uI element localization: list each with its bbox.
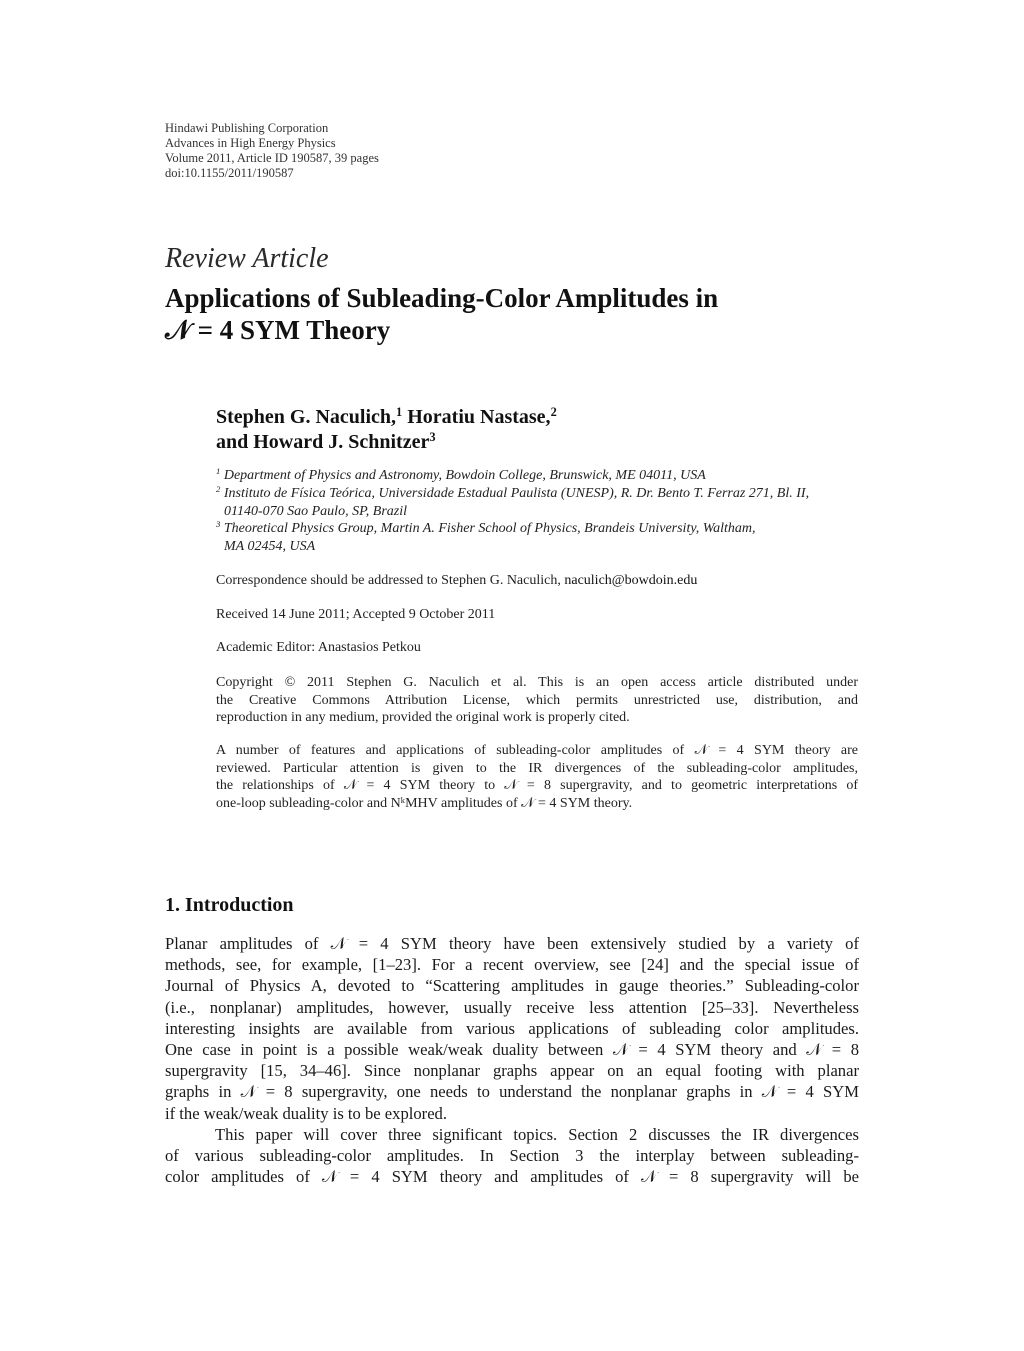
affiliation-3-cont: MA 02454, USA (224, 539, 316, 555)
affiliation-3: $^3$ Theoretical Physics Group, Martin A. Fisher School of Physics, Brandeis University, Waltham, (216, 519, 756, 537)
journal-header (165, 121, 379, 181)
author-1-affil: 1 (396, 405, 403, 420)
introduction-body (165, 933, 859, 1187)
journal-name: Advances in High Energy Physics (165, 136, 336, 150)
body-line: of various subleading-color amplitudes. In Section 3 the interplay between subleading- (165, 1145, 859, 1165)
body-line: color amplitudes of 𝒩 = 4 SYM theory and amplitudes of 𝒩 = 8 supergravity will be (165, 1167, 859, 1187)
author-1: Stephen G. Naculich, (216, 406, 397, 428)
copyright-line: the Creative Commons Attribution License, which permits unrestricted use, distribution, and (216, 692, 858, 708)
received-date: Received 14 June 2011; Accepted 9 October 2011 (216, 607, 496, 622)
affiliations (216, 467, 876, 556)
affiliation-2-cont: 01140-070 Sao Paulo, SP, Brazil (224, 503, 408, 519)
body-line: (i.e., nonplanar) amplitudes, however, usually receive less attention [25–33]. Nevertheless (165, 997, 859, 1017)
body-line: One case in point is a possible weak/weak duality between 𝒩 = 4 SYM theory and 𝒩 = 8 (165, 1039, 859, 1059)
affiliation-1: $^1$ Department of Physics and Astronomy, Bowdoin College, Brunswick, ME 04011, USA (216, 466, 706, 483)
body-line: graphs in 𝒩 = 8 supergravity, one needs to understand the nonplanar graphs in 𝒩 = 4 SYM (165, 1082, 859, 1102)
article-type: Review Article (165, 243, 329, 274)
body-line: Planar amplitudes of 𝒩 = 4 SYM theory have been extensively studied by a variety of (165, 934, 859, 953)
copyright-line: Copyright © 2011 Stephen G. Naculich et al. This is an open access article distributed under (216, 675, 858, 690)
doi: doi:10.1155/2011/190587 (165, 166, 294, 180)
correspondence-email[interactable]: naculich@bowdoin.edu (564, 573, 698, 588)
abstract-line: one-loop subleading-color and NᵏMHV amplitudes of 𝒩 = 4 SYM theory. (216, 795, 633, 811)
author-list (216, 405, 557, 455)
body-line: supergravity [15, 34–46]. Since nonplanar graphs appear on an equal footing with planar (165, 1061, 859, 1081)
volume-info: Volume 2011, Article ID 190587, 39 pages (165, 151, 379, 165)
academic-editor: Academic Editor: Anastasios Petkou (216, 640, 421, 655)
author-2: Horatiu Nastase, (407, 406, 551, 428)
affiliation-2: $^2$ Instituto de Física Teórica, Universidade Estadual Paulista (UNESP), R. Dr. Bento T. Ferraz 271, Bl. II, (216, 484, 810, 501)
author-3: and Howard J. Schnitzer (216, 431, 430, 453)
body-line: if the weak/weak duality is to be explored. (165, 1103, 448, 1123)
abstract-line: A number of features and applications of subleading-color amplitudes of 𝒩 = 4 SYM theory are (216, 743, 858, 758)
abstract-line: the relationships of 𝒩 = 4 SYM theory to 𝒩 = 8 supergravity, and to geometric interpretations of (216, 778, 858, 793)
body-line: This paper will cover three significant topics. Section 2 discusses the IR divergences (215, 1124, 859, 1144)
paper-title (165, 282, 865, 346)
correspondence: Correspondence should be addressed to Stephen G. Naculich, naculich@bowdoin.edu (216, 573, 698, 588)
body-line: Journal of Physics A, devoted to “Scattering amplitudes in gauge theories.” Subleading-color (165, 976, 859, 996)
body-line: interesting insights are available from various applications of subleading color amplitudes. (165, 1018, 859, 1038)
body-line: methods, see, for example, [1–23]. For a recent overview, see [24] and the special issue of (165, 955, 859, 975)
title-line-2: 𝒩 = 4 SYM Theory (165, 315, 391, 345)
title-line-1: Applications of Subleading-Color Amplitudes in (165, 283, 719, 313)
abstract (216, 742, 858, 812)
section-heading-introduction: 1. Introduction (165, 894, 294, 916)
author-2-affil: 2 (550, 405, 557, 420)
copyright-line: reproduction in any medium, provided the original work is properly cited. (216, 710, 630, 725)
author-3-affil: 3 (429, 430, 436, 445)
copyright-notice (216, 674, 858, 727)
publisher: Hindawi Publishing Corporation (165, 121, 329, 135)
abstract-line: reviewed. Particular attention is given to the IR divergences of the subleading-color amplitudes, (216, 760, 858, 776)
